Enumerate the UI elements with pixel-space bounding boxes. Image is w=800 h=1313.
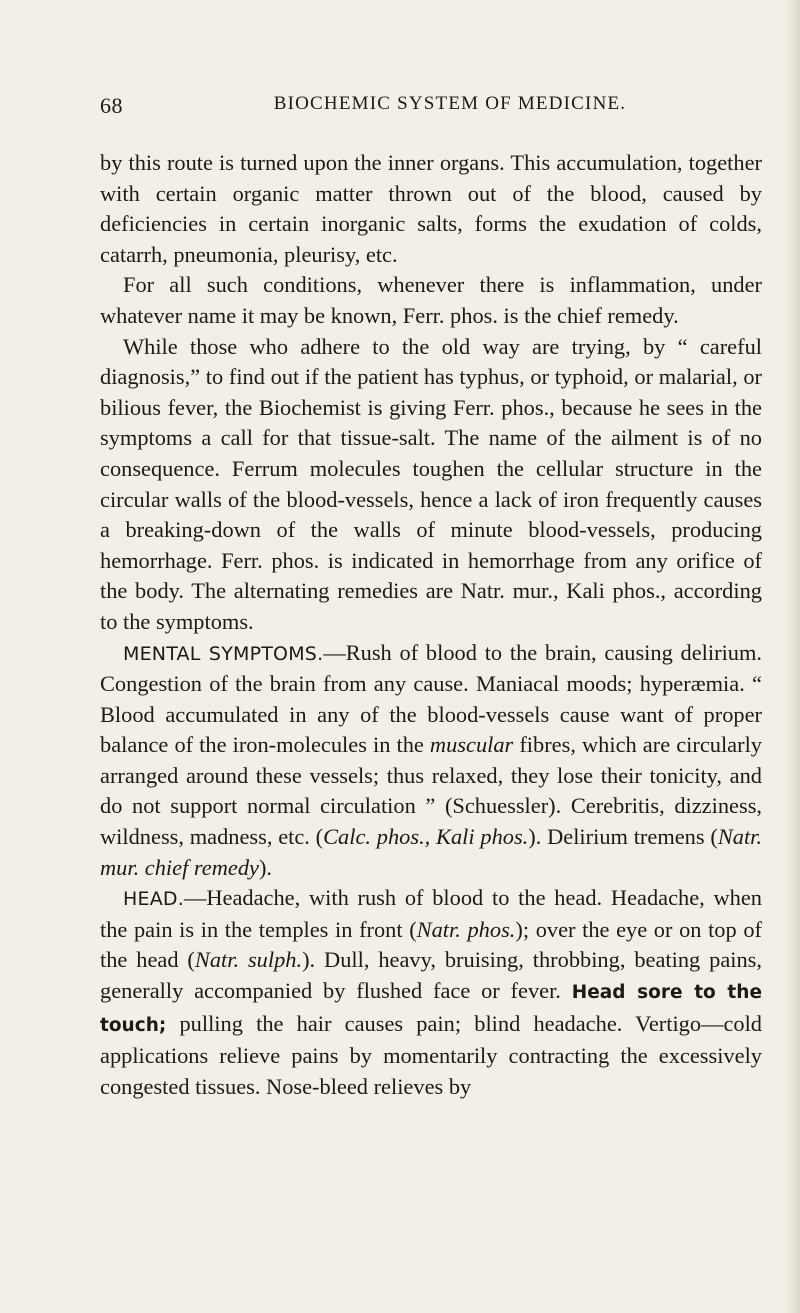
head-text-b: ); over the eye or on top of the head ( [100, 916, 762, 973]
head-text-d: pulling the hair causes pain; blind headache. Vertigo—cold applications relieve pains by momentarily contracting the excessively congested tissues. Nose-bleed relieves by [100, 1010, 762, 1099]
mental-text-d: ). [258, 854, 273, 880]
mental-text-c: ). Delirium tremens ( [528, 824, 718, 850]
section-heading-head: HEAD. [123, 888, 184, 911]
head-text-a: —Headache, with rush of blood to the head. Headache, when the pain is in the temples in front ( [100, 885, 762, 942]
body-text [100, 148, 762, 1102]
mental-text-a: —Rush of blood to the brain, causing delirium. Congestion of the brain from any cause. Maniacal moods; hyperæmia. “ Blood accumulated in any of the blood-vessels cause want of proper balance of the iron-molecules in the [100, 639, 762, 758]
head-remedy-natr-sulph: Natr. sulph. [194, 947, 303, 973]
page-number: 68 [100, 93, 123, 118]
page-edge-shadow [786, 0, 800, 1313]
section-heading-mental-symptoms: MENTAL SYMPTOMS. [123, 642, 324, 665]
paragraph-diagnosis: While those who adhere to the old way are trying, by “ careful diagnosis,” to find out if the patient has typhus, or typhoid, or malarial, or bilious fever, the Biochemist is giving Ferr. phos., because he sees in the symptoms a call for that tissue-salt. The name of the ailment is of no consequence. Ferrum molecules toughen the cellular structure in the circular walls of the blood-vessels, hence a lack of iron frequently causes a breaking-down of the walls of minute blood-vessels, producing hemorrhage. Ferr. phos. is indicated in hemorrhage from any orifice of the body. The alternating remedies are Natr. mur., Kali phos., according to the symptoms. [100, 333, 762, 634]
paragraph-accumulation: by this route is turned upon the inner organs. This accumulation, together with certain organic matter thrown out of the blood, caused by deficiencies in certain inorganic salts, forms the exudation of colds, catarrh, pneumonia, pleurisy, etc. [100, 150, 762, 267]
paragraph-inflammation: For all such conditions, whenever there is inflammation, under whatever name it may be known, Ferr. phos. is the chief remedy. [100, 272, 762, 328]
paragraph-mental-symptoms [100, 638, 762, 884]
paragraph-head [100, 883, 762, 1102]
head-remedy-natr-phos: Natr. phos. [416, 916, 516, 942]
running-head: BIOCHEMIC SYSTEM OF MEDICINE. [273, 93, 627, 114]
mental-remedy-calc-kali: Calc. phos., Kali phos. [323, 824, 529, 850]
mental-text-b: fibres, which are circularly arranged around these vessels; thus relaxed, they lose their tonicity, and do not support normal circulation ” (Schuessler). Cerebritis, dizziness, wildness, madness, etc. ( [100, 732, 762, 850]
mental-remedy-natr-mur: Natr. mur. chief remedy [100, 824, 762, 880]
head-bold-phrase: Head sore to the touch; [100, 982, 762, 1036]
head-text-c: ). Dull, heavy, bruising, throbbing, beating pains, generally accompanied by flushed face or fever. [100, 947, 762, 1004]
page-header [100, 93, 760, 123]
mental-italic-muscular: muscular [429, 732, 514, 758]
